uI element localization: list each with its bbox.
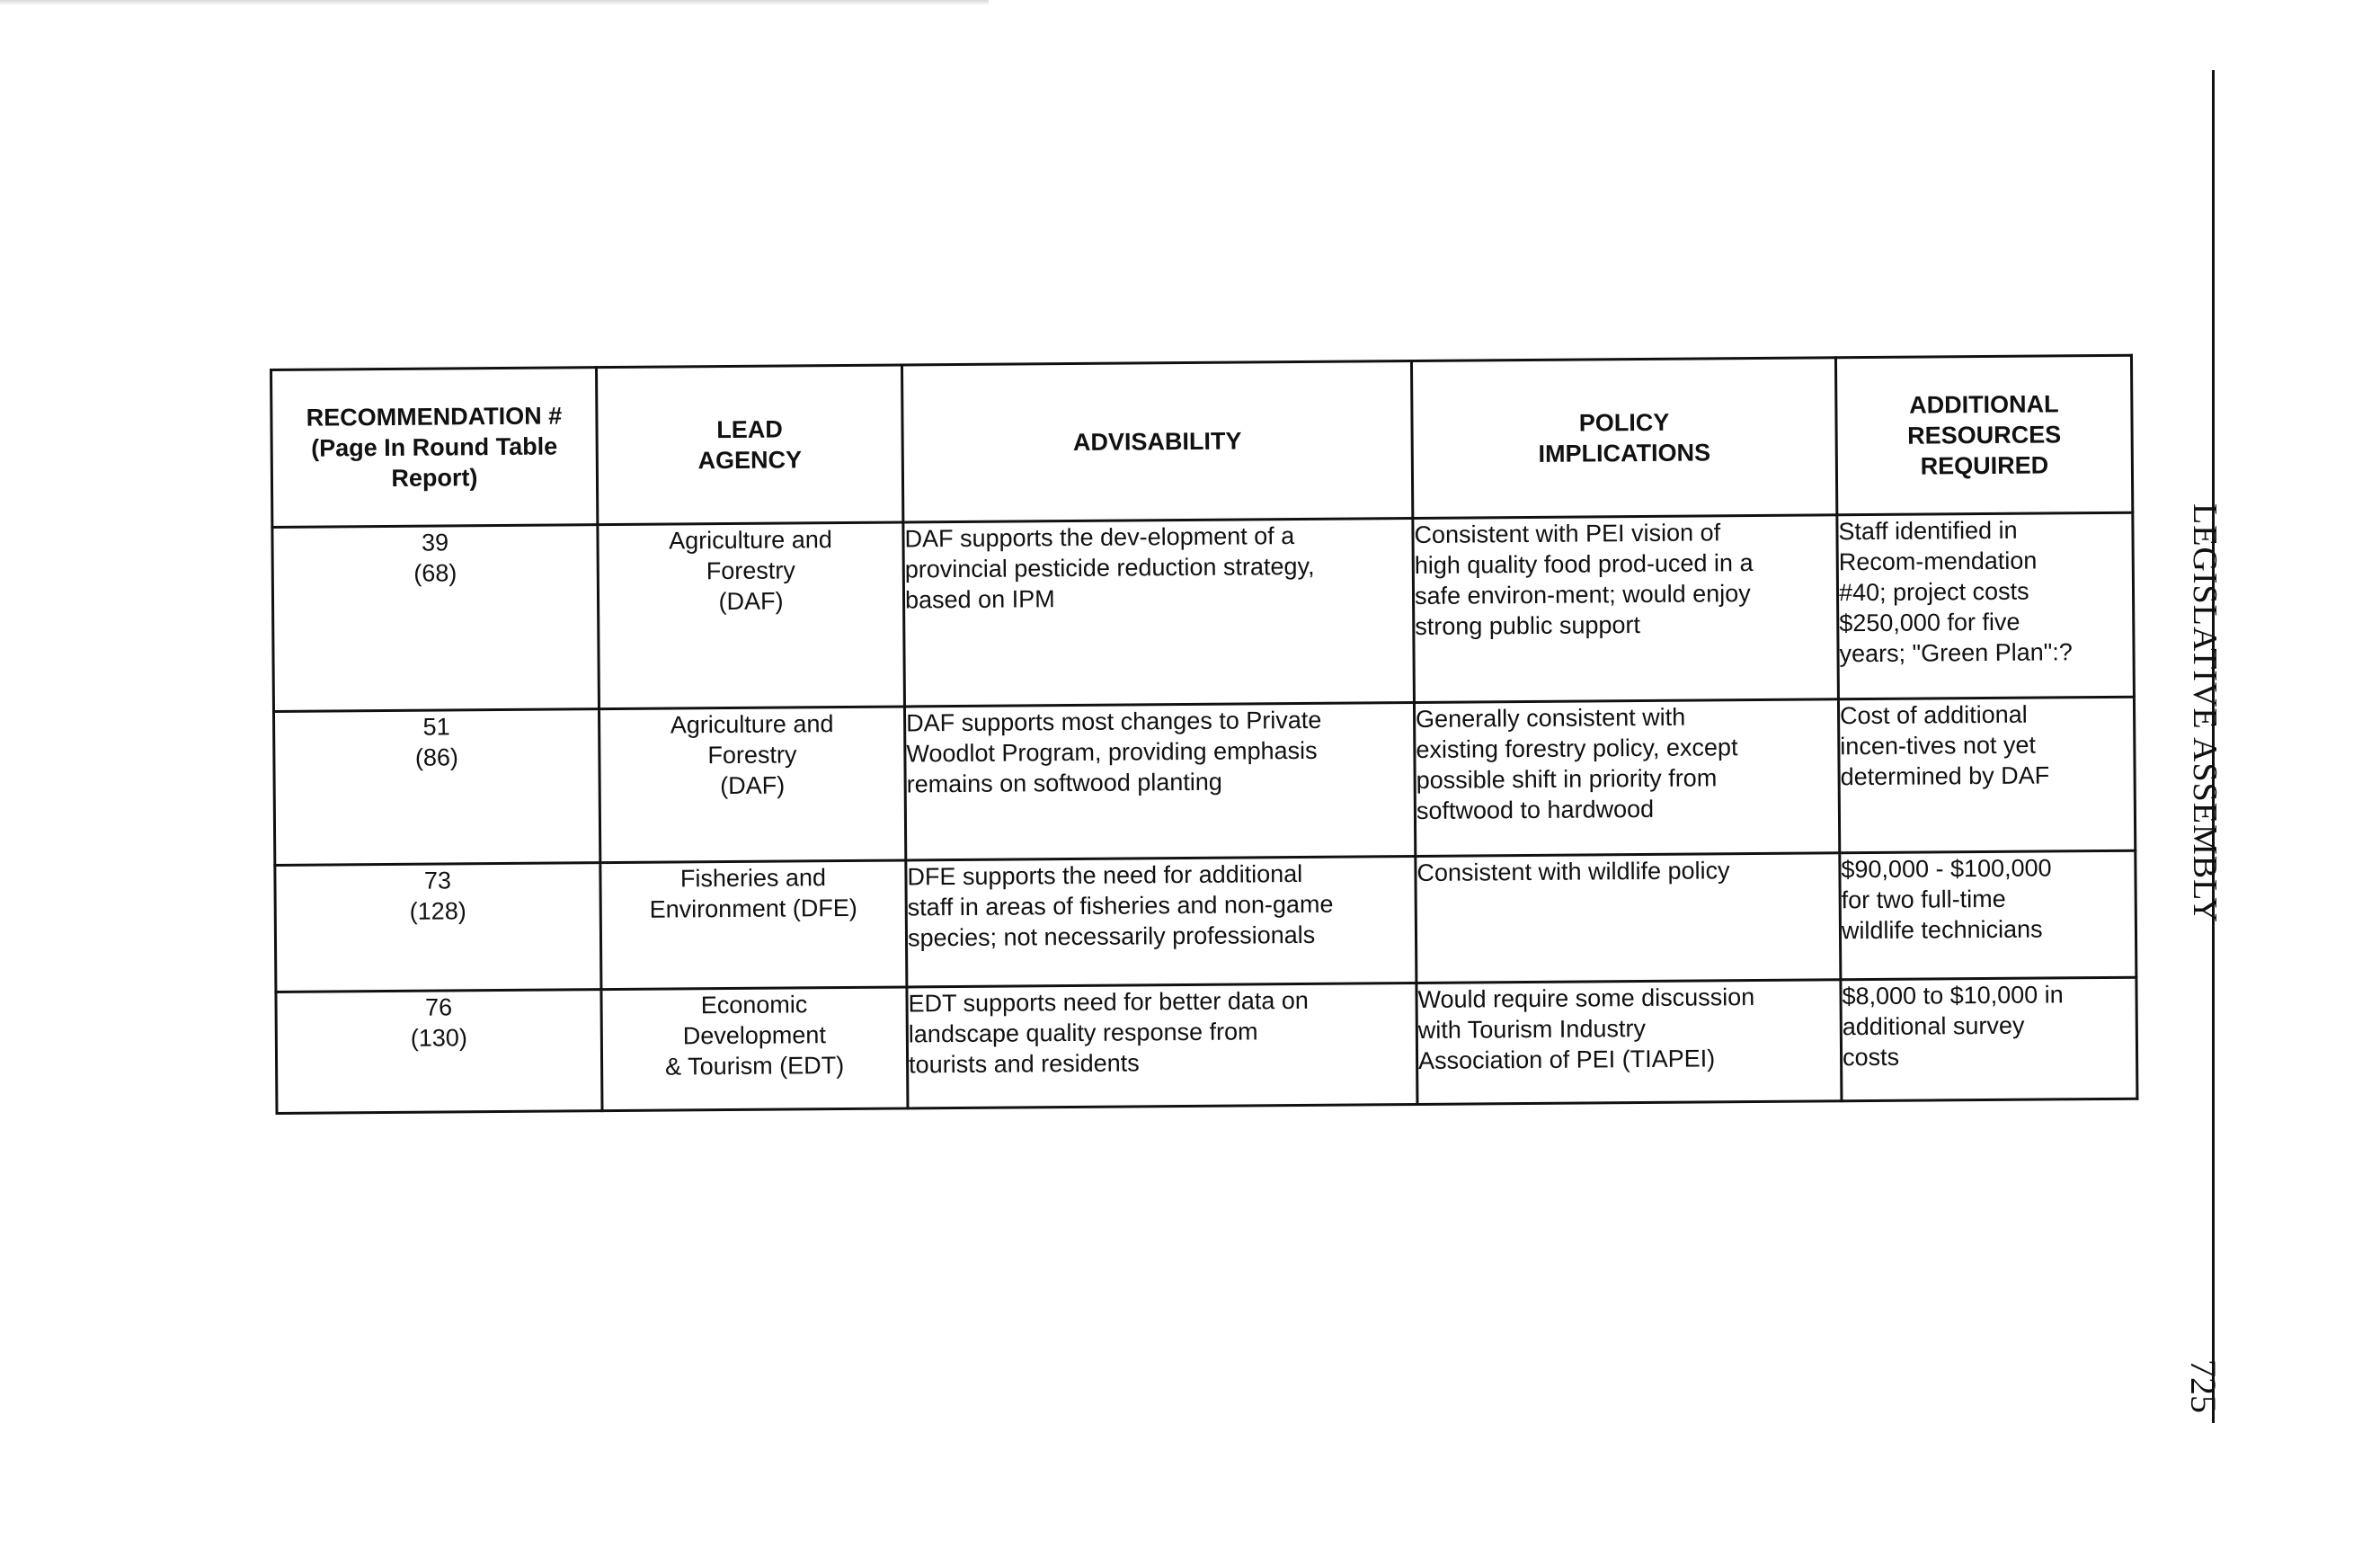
cell-policy-implications: Would require some discussion with Tourism Industry Association of PEI (TIAPEI)	[1416, 980, 1842, 1105]
table-header-row	[271, 355, 2133, 527]
header-policy-implications: POLICY IMPLICATIONS	[1411, 358, 1836, 519]
cell-additional-resources: $90,000 - $100,000 for two full-time wildlife technicians	[1840, 850, 2136, 980]
table-row	[273, 697, 2135, 865]
scan-edge-shadow	[0, 0, 989, 5]
cell-policy-implications: Consistent with PEI vision of high quality food prod-uced in a safe environ-ment; would enjoy strong public support	[1413, 515, 1839, 703]
cell-lead-agency: Agriculture and Forestry (DAF)	[599, 707, 905, 863]
header-additional-resources: ADDITIONAL RESOURCES REQUIRED	[1835, 355, 2132, 515]
cell-lead-agency: Fisheries and Environment (DFE)	[600, 860, 907, 990]
cell-lead-agency: Agriculture and Forestry (DAF)	[598, 522, 905, 709]
cell-advisability: EDT supports need for better data on landscape quality response from tourists and residents	[907, 983, 1417, 1108]
page-number-text: 725	[2183, 1359, 2224, 1413]
header-recommendation: RECOMMENDATION # (Page In Round Table Report)	[271, 368, 598, 528]
table-row	[276, 977, 2137, 1113]
cell-recommendation: 51 (86)	[273, 709, 599, 866]
table-row	[275, 850, 2136, 992]
cell-additional-resources: Staff identified in Recom-mendation #40; project costs $250,000 for five years; "Green Plan":?	[1837, 512, 2135, 699]
cell-recommendation: 76 (130)	[276, 990, 602, 1114]
recommendations-table	[270, 354, 2138, 1115]
cell-policy-implications: Generally consistent with existing forestry policy, except possible shift in priority from softwood to hardwood	[1414, 699, 1839, 857]
cell-additional-resources: Cost of additional incen-tives not yet determined by DAF	[1838, 697, 2135, 853]
cell-lead-agency: Economic Development & Tourism (EDT)	[601, 987, 908, 1111]
cell-advisability: DAF supports the dev-elopment of a provincial pesticide reduction strategy, based on IPM	[903, 519, 1415, 707]
header-lead-agency: LEAD AGENCY	[597, 365, 903, 525]
cell-advisability: DFE supports the need for additional staff in areas of fisheries and non-game species; not necessarily professionals	[906, 857, 1416, 987]
table-row	[272, 512, 2135, 711]
running-head-text: LEGISLATIVE ASSEMBLY	[2186, 503, 2224, 923]
cell-advisability: DAF supports most changes to Private Woodlot Program, providing emphasis remains on softwood planting	[904, 703, 1415, 860]
cell-policy-implications: Consistent with wildlife policy	[1416, 853, 1841, 983]
cell-recommendation: 73 (128)	[275, 863, 601, 992]
cell-recommendation: 39 (68)	[272, 525, 599, 712]
recommendations-table-wrapper	[270, 354, 2136, 1115]
header-advisability: ADVISABILITY	[901, 361, 1412, 522]
cell-additional-resources: $8,000 to $10,000 in additional survey costs	[1841, 977, 2137, 1101]
